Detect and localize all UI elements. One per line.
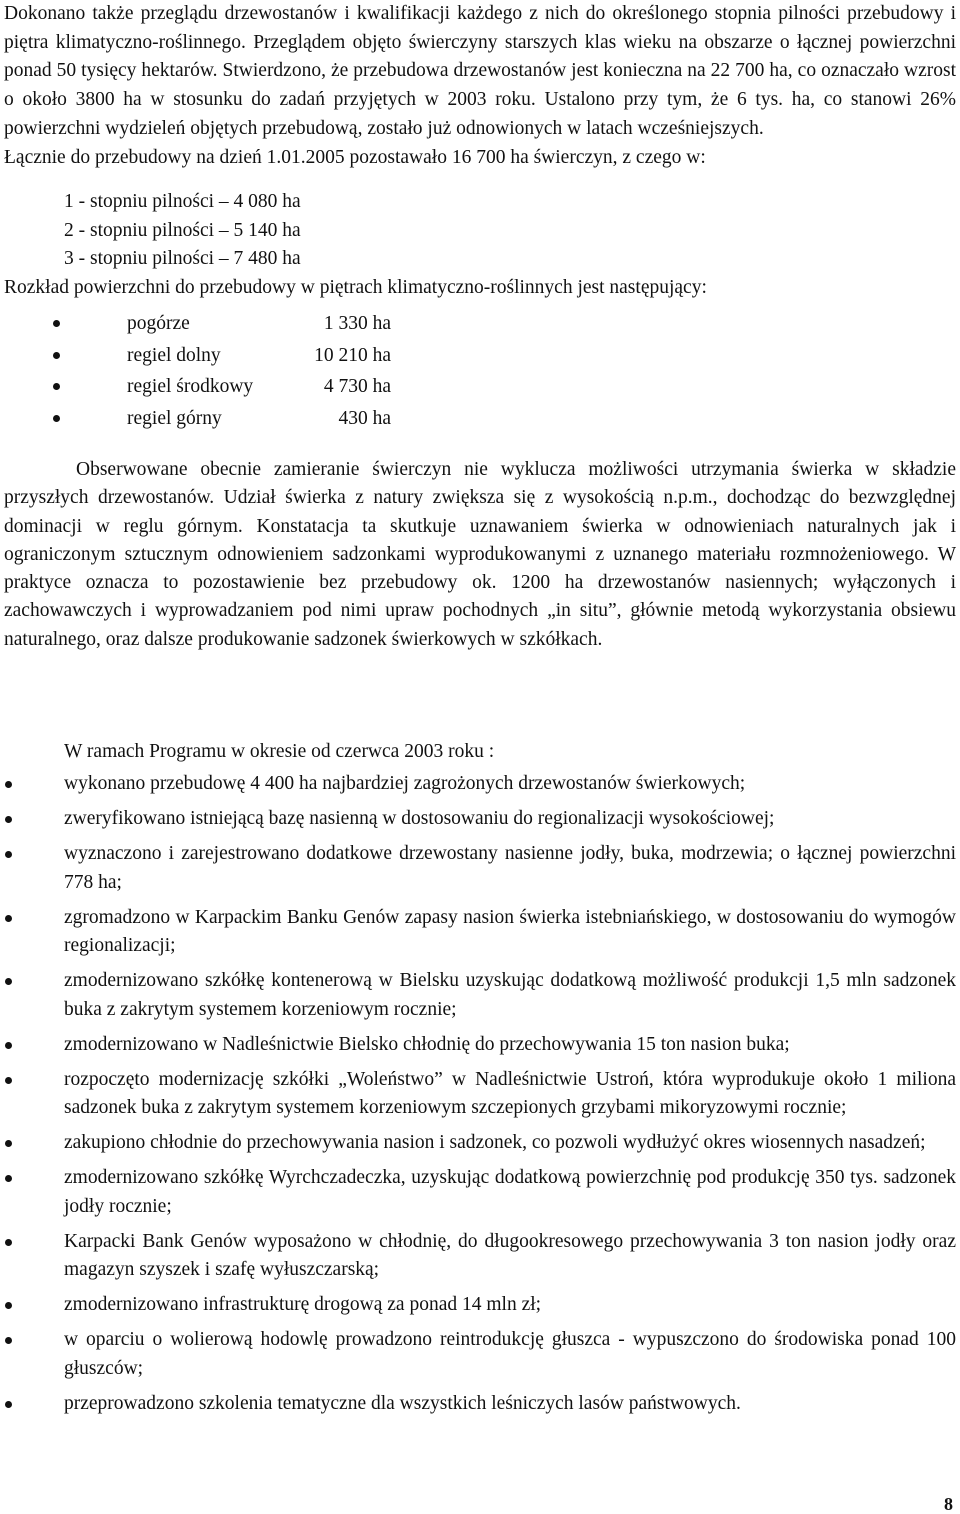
paragraph-review	[4, 0, 956, 172]
zone-name: regiel dolny	[127, 344, 221, 366]
list-item: zmodernizowano infrastrukturę drogową za ponad 14 mln zł;	[4, 1291, 956, 1320]
urgency-grade-3: 3 - stopniu pilności – 7 480 ha	[64, 248, 301, 270]
list-item: wyznaczono i zarejestrowano dodatkowe drzewostany nasienne jodły, buka, modrzewia; o łącznej powierzchni 778 ha;	[4, 840, 956, 897]
paragraph-spruce: Obserwowane obecnie zamieranie świerczyn nie wyklucza możliwości utrzymania świerka w składzie przyszłych drzewostanów. Udział świerka z natury zwiększa się z wysokością n.p.m., dochodząc do bezwzględnej dominacji w reglu górnym. Konstatacja ta skutkuje uznawaniem świerka w odnowieniach naturalnych jak i ograniczonym sztucznym odnowieniem sadzonkami wyprodukowanymi z uznanego materiału rozmnożeniowego. W praktyce oznacza to pozostawienie bez przebudowy ok. 1200 ha drzewostanów nasiennych; wyłączonych i zachowawczych i wyprowadzaniem pod nimi upraw pochodnych „in situ”, głównie metodą wykorzystania obsiewu naturalnego, oraz dalsze produkowanie sadzonek świerkowych w szkółkach.	[4, 459, 956, 650]
list-item: w oparciu o wolierową hodowlę prowadzono reintrodukcję głuszca - wypuszczono do środowiska ponad 100 głuszców;	[4, 1326, 956, 1383]
zone-name: regiel środkowy	[127, 376, 254, 397]
bullet-icon	[53, 320, 60, 327]
remaining-intro: Łącznie do przebudowy na dzień 1.01.2005 pozostawało 16 700 ha świerczyn, z czego w:	[4, 146, 706, 168]
zone-name: regiel górny	[127, 407, 222, 429]
urgency-grade-list	[64, 188, 301, 274]
bullet-icon	[53, 352, 60, 359]
program-intro: W ramach Programu w okresie od czerwca 2003 roku :	[64, 741, 495, 762]
urgency-grade-1: 1 - stopniu pilności – 4 080 ha	[64, 191, 301, 212]
zone-value: 10 210 ha	[314, 344, 391, 366]
list-item: przeprowadzono szkolenia tematyczne dla wszystkich leśniczych lasów państwowych.	[4, 1390, 956, 1419]
list-item: Karpacki Bank Genów wyposażono w chłodnię, do długookresowego przechowywania 3 ton nasion jodły oraz magazyn szyszek i szafę wyłuszczarską;	[4, 1228, 956, 1285]
list-item: rozpoczęto modernizację szkółki „Woleństwo” w Nadleśnictwie Ustroń, która wyprodukuje około 1 miliona sadzonek buka z zakrytym systemem korzeniowym szczepionych grzybami mikoryzowymi rocznie;	[4, 1066, 956, 1123]
list-item: zmodernizowano w Nadleśnictwie Bielsko chłodnię do przechowywania 15 ton nasion buka;	[4, 1031, 956, 1060]
list-item: wykonano przebudowę 4 400 ha najbardziej zagrożonych drzewostanów świerkowych;	[4, 770, 956, 799]
list-item: zweryfikowano istniejącą bazę nasienną w dostosowaniu do regionalizacji wysokościowej;	[4, 805, 956, 834]
zones-intro: Rozkład powierzchni do przebudowy w piętrach klimatyczno-roślinnych jest następujący:	[4, 277, 707, 298]
bullet-icon	[53, 383, 60, 390]
page-number: 8	[944, 1494, 953, 1514]
zone-name: pogórze	[127, 313, 190, 334]
list-item: zgromadzono w Karpackim Banku Genów zapasy nasion świerka istebniańskiego, w dostosowaniu do wymogów regionalizacji;	[4, 904, 956, 961]
zone-value: 1 330 ha	[323, 313, 391, 334]
program-actions-list	[4, 770, 956, 1425]
review-text: Dokonano także przeglądu drzewostanów i kwalifikacji każdego z nich do określonego stopnia pilności przebudowy i piętra klimatyczno-roślinnego. Przeglądem objęto świerczyny starszych klas wieku na obszarze o łącznej powierzchni ponad 50 tysięcy hektarów. Stwierdzono, że przebudowa drzewostanów jest konieczna na 22 700 ha, co oznaczało wzrost o około 3800 ha w stosunku do zadań przyjętych w 2003 roku. Ustalono przy tym, że 6 tys. ha, co stanowi 26% powierzchni wydzieleń objętych przebudową, zostało już odnowionych w latach wcześniejszych.	[4, 3, 956, 139]
urgency-grade-2: 2 - stopniu pilności – 5 140 ha	[64, 219, 301, 241]
bullet-icon	[53, 415, 60, 422]
list-item: zmodernizowano szkółkę kontenerową w Bielsku uzyskując dodatkową możliwość produkcji 1,5 mln sadzonek buka z zakrytym systemem korzeniowym rocznie;	[4, 967, 956, 1024]
zone-value: 4 730 ha	[323, 376, 391, 397]
list-item: zakupiono chłodnie do przechowywania nasion i sadzonek, co pozwoli wydłużyć okres wiosennych nasadzeń;	[4, 1129, 956, 1158]
zone-value: 430 ha	[338, 407, 391, 429]
list-item: zmodernizowano szkółkę Wyrchczadeczka, uzyskując dodatkową powierzchnię pod produkcję 350 tys. sadzonek jodły rocznie;	[4, 1164, 956, 1221]
